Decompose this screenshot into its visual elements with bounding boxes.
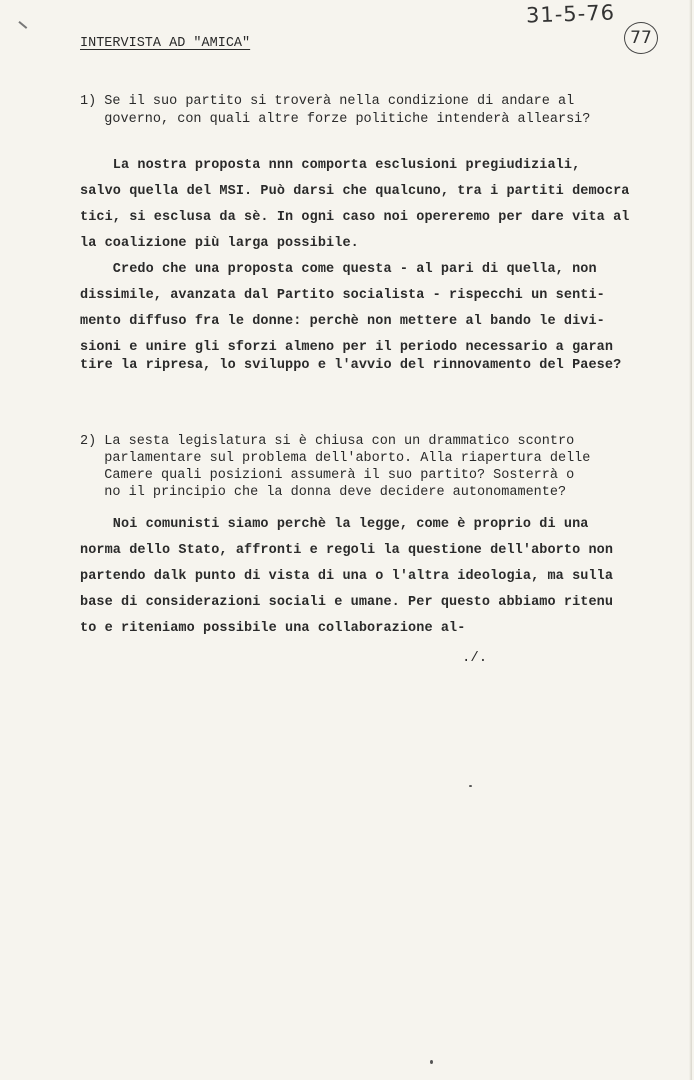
answer-2-line: norma dello Stato, affronti e regoli la questione dell'aborto non bbox=[80, 543, 614, 558]
handwritten-date: 31-5-76 bbox=[525, 0, 616, 28]
answer-1-line: salvo quella del MSI. Può darsi che qualcuno, tra i partiti democra bbox=[80, 184, 630, 199]
question-2-line: parlamentare sul problema dell'aborto. Alla riapertura delle bbox=[80, 451, 591, 466]
answer-1-line: Credo che una proposta come questa - al pari di quella, non bbox=[80, 262, 597, 277]
answer-2-line: partendo dalk punto di vista di una o l'altra ideologia, ma sulla bbox=[80, 569, 614, 584]
continuation-mark: ./. bbox=[462, 650, 488, 666]
answer-1-line: la coalizione più larga possibile. bbox=[80, 236, 359, 251]
pen-mark bbox=[19, 21, 28, 29]
question-1-line: governo, con quali altre forze politiche intenderà allearsi? bbox=[80, 112, 591, 127]
question-2-line: no il principio che la donna deve decidere autonomamente? bbox=[80, 485, 567, 500]
answer-1-line: mento diffuso fra le donne: perchè non mettere al bando le divi- bbox=[80, 314, 605, 329]
circled-page-number: 77 bbox=[624, 22, 658, 54]
answer-1-line: dissimile, avanzata dal Partito socialista - rispecchi un senti- bbox=[80, 288, 605, 303]
answer-2-line: base di considerazioni sociali e umane. Per questo abbiamo ritenu bbox=[80, 595, 614, 610]
document-title: INTERVISTA AD "AMICA" bbox=[80, 36, 251, 51]
answer-2-line: to e riteniamo possibile una collaborazione al- bbox=[80, 621, 466, 636]
paper-speck bbox=[430, 1060, 433, 1064]
answer-1-line: sioni e unire gli sforzi almeno per il periodo necessario a garan bbox=[80, 340, 614, 355]
answer-2-line: Noi comunisti siamo perchè la legge, come è proprio di una bbox=[80, 517, 589, 532]
answer-1-line: tire la ripresa, lo sviluppo e l'avvio del rinnovamento del Paese? bbox=[80, 358, 622, 373]
answer-1-line: tici, si esclusa da sè. In ogni caso noi opereremo per dare vita al bbox=[80, 210, 630, 225]
paper-speck bbox=[469, 785, 472, 787]
answer-1-line: La nostra proposta nnn comporta esclusioni pregiudiziali, bbox=[80, 158, 581, 173]
question-2-line: Camere quali posizioni assumerà il suo partito? Sosterrà o bbox=[80, 468, 575, 483]
question-1-line: 1) Se il suo partito si troverà nella condizione di andare al bbox=[80, 94, 575, 109]
page-edge bbox=[689, 0, 692, 1080]
question-2-line: 2) La sesta legislatura si è chiusa con un drammatico scontro bbox=[80, 434, 575, 449]
